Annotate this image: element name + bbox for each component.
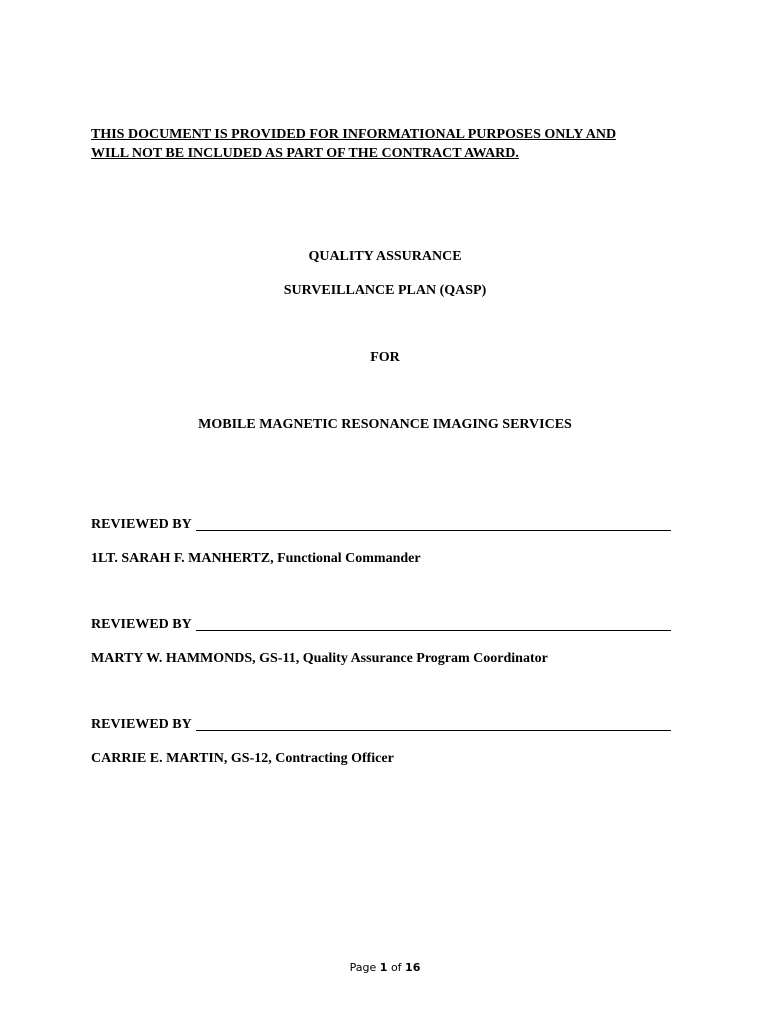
signature-line xyxy=(196,730,671,731)
reviewer-signature-row-2 xyxy=(91,616,671,634)
reviewer-signature-row-1 xyxy=(91,516,671,534)
reviewed-by-label: REVIEWED BY xyxy=(91,717,192,732)
disclaimer-line-1: THIS DOCUMENT IS PROVIDED FOR INFORMATIONAL PURPOSES ONLY AND xyxy=(91,127,617,142)
title-line-1: QUALITY ASSURANCE xyxy=(308,249,462,264)
disclaimer-notice xyxy=(91,125,691,163)
signature-line xyxy=(196,630,671,631)
total-pages-number: 16 xyxy=(405,961,421,974)
reviewer-name-1: 1LT. SARAH F. MANHERTZ, Functional Commander xyxy=(91,551,421,566)
page-word: Page xyxy=(349,961,377,974)
reviewer-name-3: CARRIE E. MARTIN, GS-12, Contracting Officer xyxy=(91,751,394,766)
current-page-number: 1 xyxy=(379,961,388,974)
reviewed-by-label: REVIEWED BY xyxy=(91,517,192,532)
title-line-2: SURVEILLANCE PLAN (QASP) xyxy=(283,283,487,298)
page-footer xyxy=(0,960,770,976)
document-subject: MOBILE MAGNETIC RESONANCE IMAGING SERVICES xyxy=(198,417,572,432)
disclaimer-line-2: WILL NOT BE INCLUDED AS PART OF THE CONTRACT AWARD. xyxy=(91,146,519,161)
of-word: of xyxy=(390,961,402,974)
title-for: FOR xyxy=(370,350,400,365)
signature-line xyxy=(196,530,671,531)
reviewer-signature-row-3 xyxy=(91,716,671,734)
reviewed-by-label: REVIEWED BY xyxy=(91,617,192,632)
reviewer-name-2: MARTY W. HAMMONDS, GS-11, Quality Assurance Program Coordinator xyxy=(91,651,548,666)
